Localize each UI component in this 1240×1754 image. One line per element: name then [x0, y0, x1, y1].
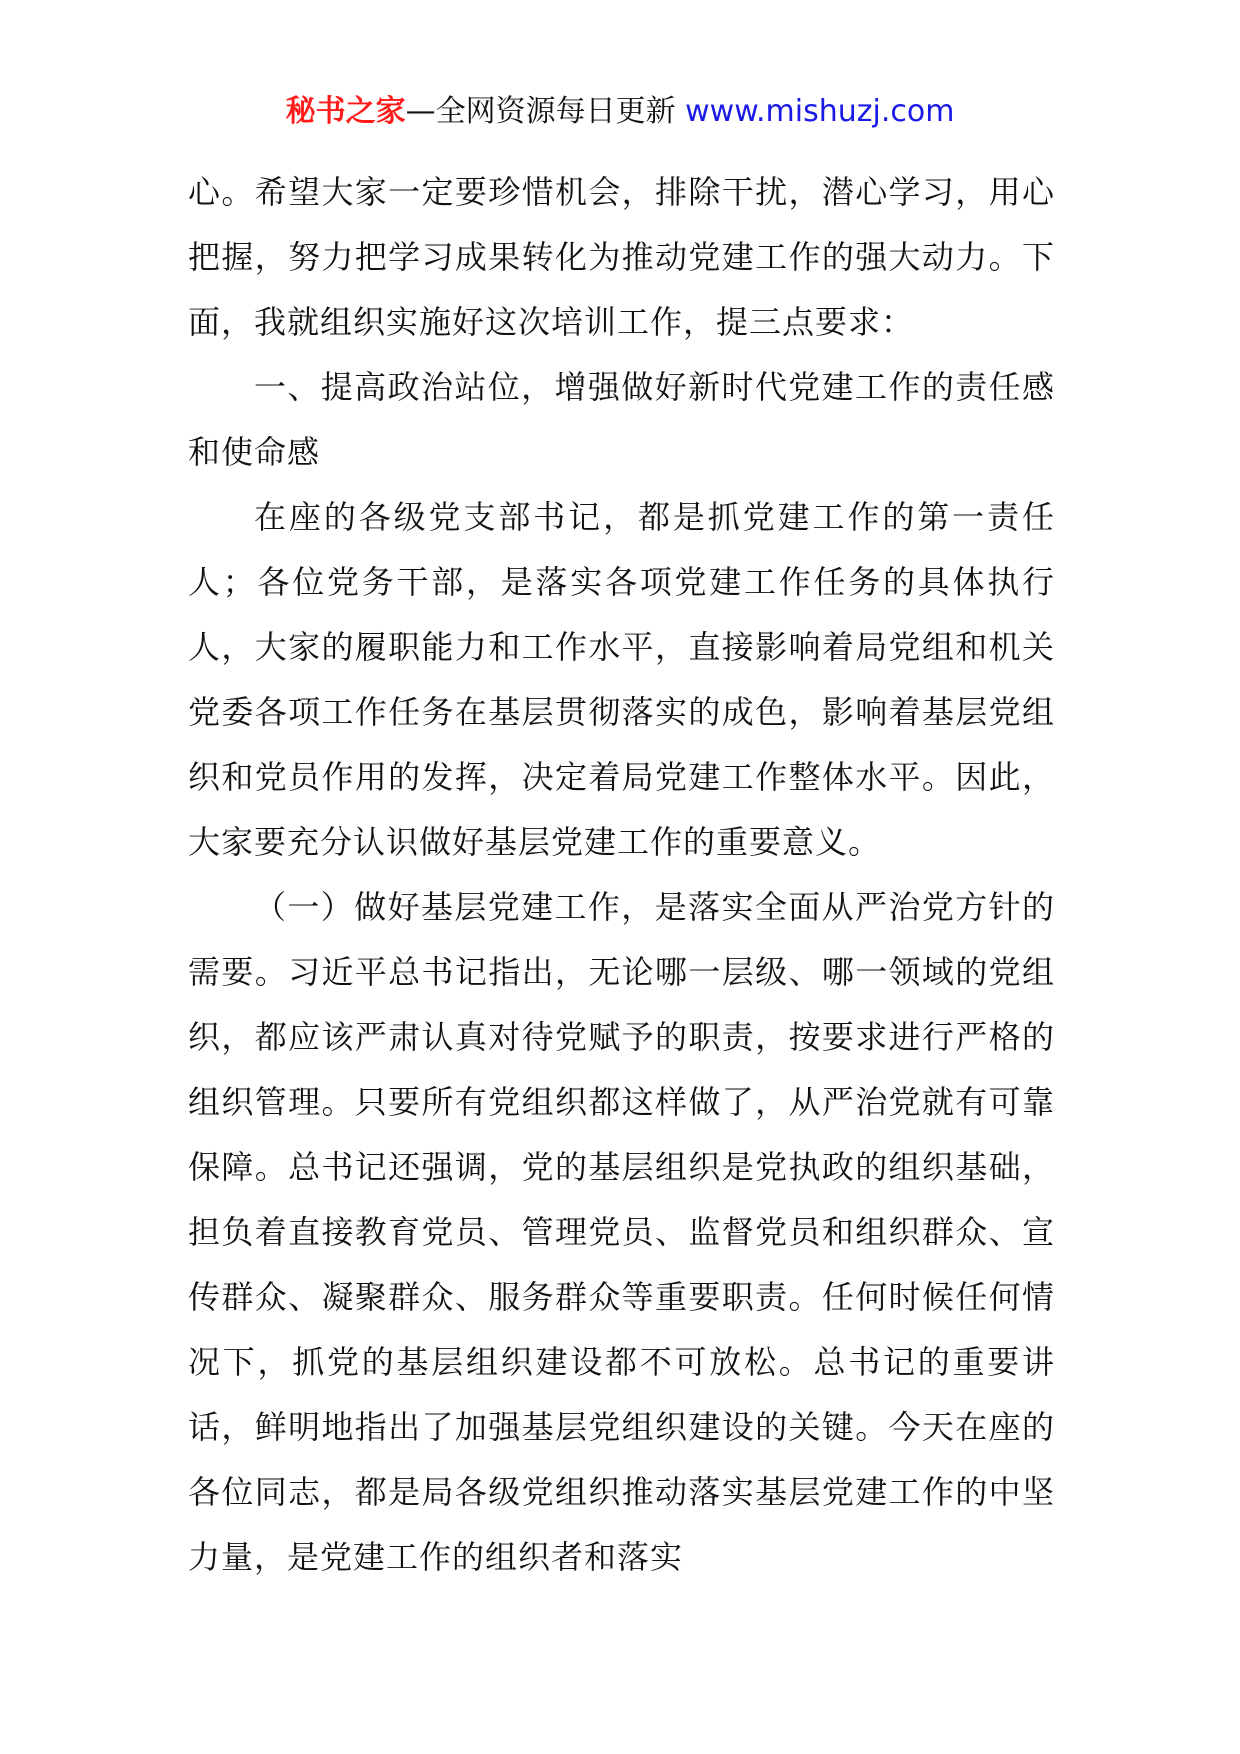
paragraph-intro-continuation: 心。希望大家一定要珍惜机会，排除干扰，潜心学习，用心把握，努力把学习成果转化为推动党建工作的强大动力。下面，我就组织实施好这次培训工作，提三点要求：: [188, 173, 1055, 341]
header-url-link[interactable]: www.mishuzj.com: [685, 94, 955, 129]
section-heading-1: 一、提高政治站位，增强做好新时代党建工作的责任感和使命感: [188, 368, 1055, 471]
document-body: [188, 160, 1055, 1590]
header-tagline: —全网资源每日更新: [405, 94, 676, 129]
paragraph-subsection-1: （一）做好基层党建工作，是落实全面从严治党方针的需要。习近平总书记指出，无论哪一层级、哪一领域的党组织，都应该严肃认真对待党赋予的职责，按要求进行严格的组织管理。只要所有党组织都这样做了，从严治党就有可靠保障。总书记还强调，党的基层组织是党执政的组织基础，担负着直接教育党员、管理党员、监督党员和组织群众、宣传群众、凝聚群众、服务群众等重要职责。任何时候任何情况下，抓党的基层组织建设都不可放松。总书记的重要讲话，鲜明地指出了加强基层党组织建设的关键。今天在座的各位同志，都是局各级党组织推动落实基层党建工作的中坚力量，是党建工作的组织者和落实: [188, 888, 1055, 1576]
paragraph-responsibility: 在座的各级党支部书记，都是抓党建工作的第一责任人；各位党务干部，是落实各项党建工作任务的具体执行人，大家的履职能力和工作水平，直接影响着局党组和机关党委各项工作任务在基层贯彻落实的成色，影响着基层党组织和党员作用的发挥，决定着局党建工作整体水平。因此，大家要充分认识做好基层党建工作的重要意义。: [188, 498, 1055, 861]
page-header: [0, 92, 1240, 132]
header-brand: 秘书之家: [285, 94, 406, 129]
